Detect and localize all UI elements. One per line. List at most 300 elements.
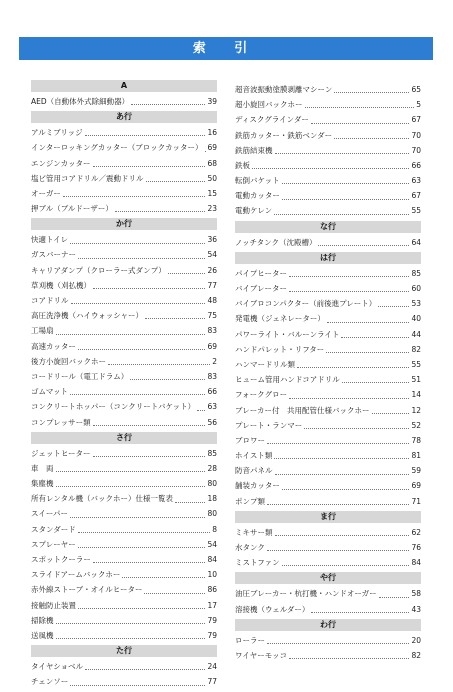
entry-name: ミキサー類 (235, 527, 273, 537)
dot-leader (93, 425, 206, 426)
entry-list (31, 123, 217, 218)
index-entry[interactable] (31, 567, 217, 582)
index-entry[interactable] (31, 446, 217, 461)
index-section (31, 80, 217, 111)
index-entry[interactable] (31, 476, 217, 491)
entry-name: 高圧洗浄機（ハイウォッシャー） (31, 311, 144, 321)
index-entry[interactable] (31, 461, 217, 476)
entry-page-number: 78 (411, 435, 421, 445)
dot-leader (311, 123, 410, 124)
entry-name: ジェットヒーター (31, 448, 91, 458)
entry-page-number: 79 (207, 630, 217, 640)
entry-page-number: 71 (411, 496, 421, 506)
entry-name: 鉄筋カッター・鉄筋ベンダー (235, 130, 333, 140)
dot-leader (146, 181, 206, 182)
entry-page-number: 23 (207, 204, 217, 214)
dot-leader (70, 685, 205, 686)
index-entry[interactable] (235, 311, 421, 326)
index-entry[interactable] (31, 94, 217, 109)
entry-page-number: 63 (411, 176, 421, 186)
index-entry[interactable] (31, 674, 217, 689)
page-title: 索 引 (19, 37, 433, 60)
entry-name: タイヤショベル (31, 662, 84, 672)
index-entry[interactable] (31, 171, 217, 186)
dot-leader (334, 138, 409, 139)
section-header: ま行 (235, 511, 421, 523)
entry-page-number: 15 (207, 188, 217, 198)
entry-name: 電動ケレン (235, 206, 273, 216)
index-entry[interactable] (235, 82, 421, 97)
index-entry[interactable] (235, 188, 421, 203)
entry-name: 掃除機 (31, 615, 54, 625)
dot-leader (289, 658, 409, 659)
entry-name: 舗装カッター (235, 481, 280, 491)
entry-name: ポンプ類 (235, 496, 265, 506)
dot-leader (115, 211, 206, 212)
dot-leader (93, 456, 206, 457)
entry-name: コアドリル (31, 296, 69, 306)
entry-name: オーガー (31, 188, 61, 198)
index-entry[interactable] (235, 433, 421, 448)
entry-page-number: 51 (411, 375, 421, 385)
entry-list (235, 523, 421, 573)
index-entry[interactable] (235, 281, 421, 296)
index-entry[interactable] (235, 342, 421, 357)
entry-page-number: 18 (207, 494, 217, 504)
entry-list (235, 80, 421, 221)
index-entry[interactable] (235, 463, 421, 478)
entry-name: コードリール（電工ドラム） (31, 371, 129, 381)
entry-list (235, 233, 421, 252)
entry-page-number: 81 (411, 451, 421, 461)
entry-page-number: 64 (411, 237, 421, 247)
dot-leader (304, 428, 409, 429)
entry-page-number: 59 (411, 466, 421, 476)
entry-page-number: 16 (207, 128, 217, 138)
entry-page-number: 17 (207, 600, 217, 610)
index-entry[interactable] (235, 204, 421, 219)
entry-page-number: 79 (207, 615, 217, 625)
dot-leader (342, 382, 410, 383)
dot-leader (267, 643, 409, 644)
index-section (235, 80, 421, 221)
entry-page-number: 60 (411, 284, 421, 294)
entry-page-number: 77 (207, 280, 217, 290)
dot-leader (130, 379, 205, 380)
index-entry[interactable] (31, 659, 217, 674)
dot-leader (267, 443, 409, 444)
index-entry[interactable] (235, 327, 421, 342)
dot-leader (78, 258, 205, 259)
entry-page-number: 26 (207, 265, 217, 275)
dot-leader (379, 597, 410, 598)
entry-name: AED（自動体外式除細動器） (31, 96, 130, 106)
index-section (235, 252, 421, 511)
entry-name: 押ブル（ブルドーザー） (31, 204, 113, 214)
entry-name: フォークグロー (235, 390, 288, 400)
entry-name: バイブレーター (235, 284, 287, 294)
dot-leader (289, 276, 409, 277)
index-entry[interactable] (235, 143, 421, 158)
index-entry[interactable] (31, 156, 217, 171)
section-header: さ行 (31, 432, 217, 444)
entry-page-number: 76 (411, 543, 421, 553)
dot-leader (144, 593, 205, 594)
entry-name: ハンドパレット・リフター (235, 344, 325, 354)
entry-page-number: 39 (207, 96, 217, 106)
entry-page-number: 52 (411, 420, 421, 430)
index-entry[interactable] (31, 232, 217, 247)
entry-name: 後方小旋回バックホー (31, 356, 106, 366)
index-entry[interactable] (31, 507, 217, 522)
index-entry[interactable] (235, 586, 421, 601)
dot-leader (372, 413, 410, 414)
entry-name: 快適トイレ (31, 235, 69, 245)
dot-leader (275, 153, 410, 154)
entry-page-number: 8 (212, 524, 217, 534)
entry-page-number: 66 (411, 160, 421, 170)
entry-page-number: 75 (207, 311, 217, 321)
dot-leader (56, 486, 206, 487)
entry-name: ブレーカー付 共用配管仕様バックホー (235, 405, 370, 415)
index-entry[interactable] (31, 125, 217, 140)
index-entry[interactable] (31, 582, 217, 597)
section-header: た行 (31, 645, 217, 657)
index-entry[interactable] (31, 399, 217, 414)
entry-page-number: 43 (411, 604, 421, 614)
index-section (235, 511, 421, 573)
entry-page-number: 70 (411, 145, 421, 155)
entry-name: ディスクグラインダー (235, 115, 309, 125)
index-entry[interactable] (31, 415, 217, 430)
index-entry[interactable] (31, 323, 217, 338)
dot-leader (326, 352, 409, 353)
entry-page-number: 12 (411, 405, 421, 415)
entry-page-number: 82 (411, 344, 421, 354)
index-entry[interactable] (235, 173, 421, 188)
index-entry[interactable] (235, 448, 421, 463)
dot-leader (78, 532, 211, 533)
entry-page-number: 2 (212, 356, 217, 366)
entry-name: 溶接機（ウェルダー） (235, 604, 310, 614)
dot-leader (274, 458, 409, 459)
index-entry[interactable] (235, 602, 421, 617)
index-entry[interactable] (235, 494, 421, 509)
entry-name: ローラー (235, 635, 265, 645)
index-section (235, 572, 421, 618)
dot-leader (145, 318, 205, 319)
section-header: わ行 (235, 619, 421, 631)
entry-page-number: 54 (207, 539, 217, 549)
index-entry[interactable] (235, 387, 421, 402)
entry-page-number: 28 (207, 463, 217, 473)
dot-leader (197, 410, 205, 411)
entry-name: 工場扇 (31, 326, 54, 336)
entry-page-number: 66 (207, 387, 217, 397)
section-header: あ行 (31, 111, 217, 123)
dot-leader (63, 196, 206, 197)
entry-page-number: 69 (207, 143, 217, 153)
entry-name: ハンマードリル類 (235, 359, 295, 369)
dot-leader (311, 612, 409, 613)
entry-name: ゴムマット (31, 387, 69, 397)
index-section (235, 221, 421, 252)
dot-leader (93, 166, 206, 167)
entry-name: スイーパー (31, 509, 68, 519)
entry-page-number: 68 (207, 158, 217, 168)
entry-page-number: 67 (411, 115, 421, 125)
index-entry[interactable] (235, 525, 421, 540)
index-entry[interactable] (31, 354, 217, 369)
entry-page-number: 84 (207, 555, 217, 565)
entry-name: ガスバーナー (31, 250, 76, 260)
entry-name: 接触防止装置 (31, 600, 76, 610)
entry-name: ワイヤーモッコ (235, 650, 288, 660)
entry-name: アルミブリッジ (31, 128, 83, 138)
index-entry[interactable] (235, 633, 421, 648)
index-entry[interactable] (31, 384, 217, 399)
dot-leader (70, 517, 205, 518)
dot-leader (78, 608, 205, 609)
entry-name: 鉄筋結束機 (235, 145, 273, 155)
entry-name: ミストファン (235, 558, 280, 568)
entry-name: 超小旋回バックホー (235, 100, 303, 110)
dot-leader (93, 562, 206, 563)
dot-leader (289, 291, 409, 292)
dot-leader (274, 214, 409, 215)
entry-name: パワーライト・バルーンライト (235, 329, 340, 339)
dot-leader (131, 104, 205, 105)
entry-name: プレート・ランマー (235, 420, 303, 430)
dot-leader (175, 502, 205, 503)
index-entry[interactable] (235, 479, 421, 494)
entry-page-number: 62 (411, 527, 421, 537)
entry-name: 車 両 (31, 463, 54, 473)
entry-name: エンジンカッター (31, 158, 91, 168)
entry-name: 所有レンタル機（バックホー）仕様一覧表 (31, 494, 174, 504)
entry-page-number: 77 (207, 677, 217, 687)
entry-name: 転倒バケット (235, 176, 280, 186)
index-entry[interactable] (235, 158, 421, 173)
index-entry[interactable] (235, 418, 421, 433)
entry-name: 防音パネル (235, 466, 273, 476)
entry-name: 集塵機 (31, 479, 54, 489)
dot-leader (56, 334, 206, 335)
dot-leader (252, 168, 409, 169)
entry-page-number: 5 (416, 100, 421, 110)
index-entry[interactable] (31, 491, 217, 506)
entry-name: コンプレッサー類 (31, 417, 91, 427)
entry-name: ノッチタンク（沈殿槽） (235, 237, 317, 247)
index-entry[interactable] (235, 128, 421, 143)
dot-leader (71, 303, 206, 304)
entry-name: スタンダード (31, 524, 76, 534)
entry-name: チェンソー (31, 677, 69, 687)
entry-name: パイプヒーター (235, 268, 287, 278)
dot-leader (327, 322, 410, 323)
index-entry[interactable] (31, 628, 217, 643)
entry-page-number: 10 (207, 570, 217, 580)
index-entry[interactable] (31, 522, 217, 537)
dot-leader (56, 623, 206, 624)
index-entry[interactable] (235, 235, 421, 250)
index-entry[interactable] (31, 598, 217, 613)
dot-leader (282, 489, 410, 490)
dot-leader (85, 135, 206, 136)
entry-name: インターロッキングカッター（ブロックカッター） (31, 143, 203, 153)
index-entry[interactable] (31, 201, 217, 216)
entry-list (31, 230, 217, 431)
dot-leader (168, 273, 206, 274)
dot-leader (282, 199, 410, 200)
entry-page-number: 44 (411, 329, 421, 339)
section-header: A (31, 80, 217, 92)
index-entry[interactable] (235, 97, 421, 112)
index-entry[interactable] (235, 266, 421, 281)
index-entry[interactable] (31, 263, 217, 278)
right-column (235, 80, 421, 665)
section-header: か行 (31, 218, 217, 230)
entry-page-number: 40 (411, 314, 421, 324)
index-entry[interactable] (31, 186, 217, 201)
entry-name: 草刈機（刈払機） (31, 280, 91, 290)
entry-page-number: 69 (207, 341, 217, 351)
entry-page-number: 14 (411, 390, 421, 400)
entry-list (31, 657, 217, 691)
dot-leader (318, 245, 409, 246)
entry-name: コンクリートホッパー（コンクリートバケット） (31, 402, 196, 412)
entry-page-number: 83 (207, 371, 217, 381)
section-header: な行 (235, 221, 421, 233)
dot-leader (108, 364, 210, 365)
entry-list (235, 584, 421, 618)
dot-leader (275, 535, 410, 536)
entry-name: 塩ビ管用コアドリル／震動ドリル (31, 173, 144, 183)
dot-leader (305, 107, 415, 108)
index-entry[interactable] (31, 369, 217, 384)
entry-name: キャリアダンプ（クローラー式ダンプ） (31, 265, 166, 275)
entry-page-number: 48 (207, 296, 217, 306)
index-entry[interactable] (235, 357, 421, 372)
entry-page-number: 80 (207, 479, 217, 489)
index-entry[interactable] (31, 140, 217, 155)
dot-leader (78, 547, 206, 548)
index-entry[interactable] (235, 112, 421, 127)
entry-list (31, 92, 217, 111)
index-entry[interactable] (31, 537, 217, 552)
entry-page-number: 82 (411, 650, 421, 660)
entry-page-number: 54 (207, 250, 217, 260)
entry-name: バイブロコンパクター（前後進プレート） (235, 299, 377, 309)
dot-leader (122, 577, 205, 578)
dot-leader (378, 306, 409, 307)
entry-name: 油圧ブレーカー・杭打機・ハンドオーガー (235, 589, 377, 599)
entry-list (235, 264, 421, 511)
index-entry[interactable] (31, 278, 217, 293)
index-entry[interactable] (31, 308, 217, 323)
entry-page-number: 80 (207, 509, 217, 519)
entry-name: 高速カッター (31, 341, 76, 351)
entry-page-number: 53 (411, 299, 421, 309)
entry-page-number: 50 (207, 173, 217, 183)
entry-page-number: 85 (411, 268, 421, 278)
section-header: や行 (235, 572, 421, 584)
dot-leader (341, 337, 409, 338)
dot-leader (78, 349, 206, 350)
index-section (31, 645, 217, 691)
index-entry[interactable] (31, 248, 217, 263)
index-entry[interactable] (235, 555, 421, 570)
index-section (31, 432, 217, 645)
index-section (31, 218, 217, 431)
entry-page-number: 55 (411, 206, 421, 216)
section-header: は行 (235, 252, 421, 264)
entry-page-number: 86 (207, 585, 217, 595)
index-entry[interactable] (235, 540, 421, 555)
entry-name: 発電機（ジェネレーター） (235, 314, 325, 324)
index-entry[interactable] (235, 648, 421, 663)
entry-page-number: 55 (411, 359, 421, 369)
entry-page-number: 63 (207, 402, 217, 412)
entry-page-number: 69 (411, 481, 421, 491)
dot-leader (56, 638, 206, 639)
entry-page-number: 65 (411, 84, 421, 94)
entry-page-number: 83 (207, 326, 217, 336)
entry-list (235, 631, 421, 665)
entry-list (31, 444, 217, 645)
entry-name: スライドアームバックホー (31, 570, 121, 580)
dot-leader (85, 669, 205, 670)
dot-leader (282, 565, 410, 566)
entry-name: 電動カッター (235, 191, 280, 201)
index-section (235, 619, 421, 665)
dot-leader (334, 92, 409, 93)
dot-leader (289, 398, 409, 399)
entry-page-number: 67 (411, 191, 421, 201)
entry-page-number: 24 (207, 662, 217, 672)
index-entry[interactable] (31, 552, 217, 567)
dot-leader (267, 504, 409, 505)
entry-page-number: 58 (411, 589, 421, 599)
entry-page-number: 70 (411, 130, 421, 140)
dot-leader (275, 474, 410, 475)
entry-name: 赤外線ストーブ・オイルヒーター (31, 585, 143, 595)
dot-leader (56, 471, 206, 472)
dot-leader (70, 243, 205, 244)
index-entry[interactable] (31, 339, 217, 354)
entry-name: ホイスト類 (235, 451, 273, 461)
index-entry[interactable] (31, 613, 217, 628)
dot-leader (70, 394, 205, 395)
entry-name: 超音波振動塗膜剥離マシーン (235, 84, 333, 94)
left-column (31, 80, 217, 692)
index-entry[interactable] (235, 403, 421, 418)
index-entry[interactable] (235, 372, 421, 387)
index-entry[interactable] (31, 293, 217, 308)
entry-name: スプレーヤー (31, 539, 76, 549)
entry-page-number: 20 (411, 635, 421, 645)
entry-name: スポットクーラー (31, 555, 91, 565)
entry-page-number: 36 (207, 235, 217, 245)
dot-leader (282, 183, 410, 184)
entry-name: 送風機 (31, 630, 54, 640)
entry-name: ブロワー (235, 435, 265, 445)
dot-leader (205, 151, 206, 152)
entry-name: 鉄板 (235, 160, 250, 170)
entry-page-number: 84 (411, 558, 421, 568)
index-entry[interactable] (235, 296, 421, 311)
index-section (31, 111, 217, 218)
